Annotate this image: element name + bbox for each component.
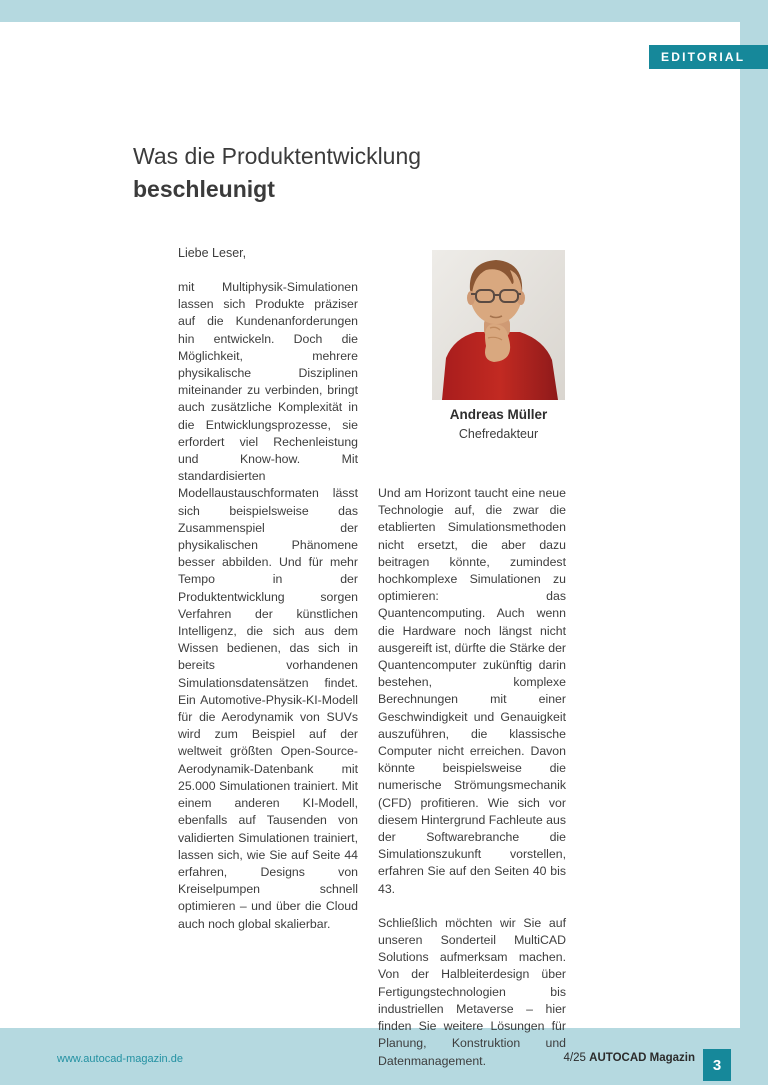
right-paragraph-2: Schließlich möchten wir Sie auf unseren Sonderteil MultiCAD Solutions aufmerksam machen. Von der Halbleiterdesign über Fertigungstechnologien bis industriellen Metaverse – hier finden Sie weitere Lösungen für Planung, Konstruktion und Datenmanagement. xyxy=(378,915,566,1068)
editorial-label-text: EDITORIAL xyxy=(661,50,746,64)
title-line-2: beschleunigt xyxy=(133,176,275,202)
page-title xyxy=(133,140,613,206)
title-line-1: Was die Produktentwicklung xyxy=(133,143,422,169)
article-left-column: mit Multiphysik-Simulationen lassen sich Produkte präziser auf die Kundenanforderungen hin entwickeln. Doch die Möglichkeit, mehrere physikalische Disziplinen miteinander zu verbinden, bringt auch zusätzliche Komplexität in die Entwicklungsprozesse, sie erfordert viel Rechenleistung und Know-how. Mit standardisierten Modellaustauschformaten lässt sich beispielsweise das Zusammenspiel der physikalischen Phänomene besser abbilden. Und für mehr Tempo in der Produktentwicklung sorgen Verfahren der künstlichen Intelligenz, die sich aus dem Wissen bedienen, das sich in bereits vorhandenen Simulationsdatensätzen findet. Ein Automotive-Physik-KI-Modell für die Aerodynamik von SUVs wird zum Beispiel auf der weltweit größten Open-Source-Aerodynamik-Datenbank mit 25.000 Simulationen trainiert. Mit einem anderen KI-Modell, ebenfalls auf Tausenden von validierten Simulationen trainiert, lassen sich, wie Sie auf Seite 44 erfahren, Designs von Kreiselpumpen schnell optimieren – und über die Cloud auch noch global skalierbar. xyxy=(178,280,358,931)
author-role: Chefredakteur xyxy=(458,427,539,441)
page-number: 3 xyxy=(712,1056,722,1074)
article-right-column xyxy=(378,485,566,1070)
right-paragraph-1: Und am Horizont taucht eine neue Technologie auf, die zwar die etablierten Simulationsmethoden nicht ersetzt, die aber dazu beitragen könnte, zumindest hochkomplexe Simulationen zu optimieren: das Quantencomputing. Auch wenn die Hardware noch längst nicht ausgereift ist, dürfte die Stärke der Quantencomputer zukünftig darin bestehen, komplexe Berechnungen mit einer Geschwindigkeit und Genauigkeit auszuführen, die klassische Computer nicht erreichen. Davon könnte beispielsweise die numerische Strömungsmechanik (CFD) profitieren. Wie sich vor diesem Hintergrund Fachleute aus der Softwarebranche die Simulationszukunft vorstellen, erfahren Sie auf den Seiten 40 bis 43. xyxy=(378,486,566,896)
magazine-name: AUTOCAD Magazin xyxy=(589,1052,695,1064)
issue-number: 4/25 xyxy=(563,1052,586,1064)
author-photo xyxy=(432,250,565,400)
footer-website-link[interactable]: www.autocad-magazin.de xyxy=(57,1053,183,1065)
author-portrait-illustration xyxy=(432,250,565,400)
editorial-section-label xyxy=(649,45,768,69)
author-name: Andreas Müller xyxy=(449,407,548,422)
salutation-text: Liebe Leser, xyxy=(178,246,247,260)
footer-issue-info xyxy=(564,1052,695,1064)
page-number-badge xyxy=(703,1049,731,1081)
